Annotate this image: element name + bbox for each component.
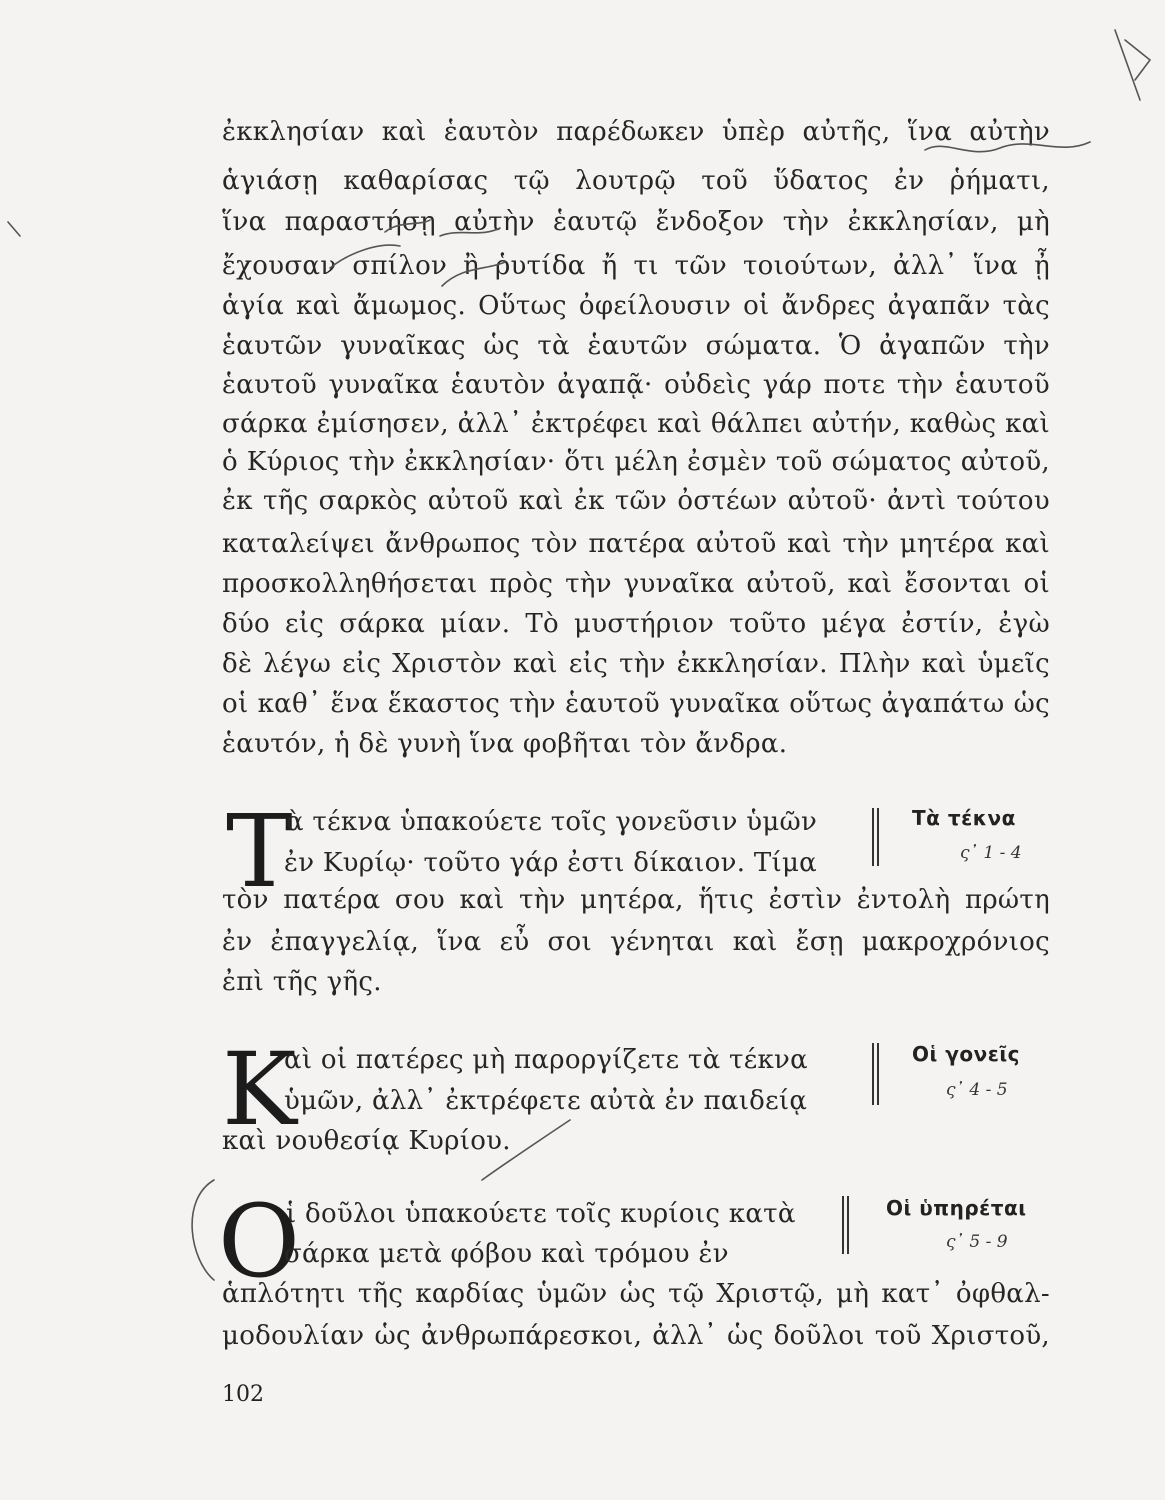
- verse-reference: ς᾽ 1 - 4: [960, 843, 1022, 863]
- text-line: ἐκ τῆς σαρκὸς αὐτοῦ καὶ ἐκ τῶν ὀστέων αὐτοῦ· ἀντὶ τούτου: [222, 486, 1050, 516]
- margin-heading: Οἱ ὑπηρέται: [886, 1196, 1027, 1220]
- drop-cap: Κ: [222, 1031, 297, 1148]
- text-line: ὰ τέκνα ὑπακούετε τοῖς γονεῦσιν ὑμῶν: [286, 807, 818, 837]
- pencil-bracket-mark: [192, 1180, 214, 1280]
- text-line: ἁπλότητι τῆς καρδίας ὑμῶν ὡς τῷ Χριστῷ, μὴ κατ᾽ ὀφθαλ-: [222, 1279, 1050, 1309]
- text-line: ἔχουσαν σπίλον ἢ ῥυτίδα ἤ τι τῶν τοιούτων, ἀλλ᾽ ἵνα ᾖ: [222, 251, 1050, 281]
- pencil-annotation-scribble: [925, 142, 1090, 152]
- pencil-annotation-scribble: [442, 262, 505, 286]
- text-line: ἐκκλησίαν καὶ ἑαυτὸν παρέδωκεν ὑπὲρ αὐτῆς, ἵνα αὐτὴν: [222, 117, 1050, 147]
- text-line: σάρκα μετὰ φόβου καὶ τρόμου ἐν: [284, 1239, 729, 1269]
- page-number: 102: [222, 1382, 264, 1407]
- text-line: τὸν πατέρα σου καὶ τὴν μητέρα, ἥτις ἐστὶν ἐντολὴ πρώτη: [222, 885, 1050, 915]
- text-line: ἑαυτοῦ γυναῖκα ἑαυτὸν ἀγαπᾷ· οὐδεὶς γάρ ποτε τὴν ἑαυτοῦ: [222, 370, 1050, 400]
- text-line: ἱ δοῦλοι ὑπακούετε τοῖς κυρίοις κατὰ: [286, 1199, 796, 1229]
- margin-heading: Τὰ τέκνα: [912, 806, 1016, 830]
- drop-cap: Τ: [226, 793, 293, 910]
- text-line: ἁγιάσῃ καθαρίσας τῷ λουτρῷ τοῦ ὕδατος ἐν ῥήματι,: [222, 166, 1050, 196]
- text-line: οἱ καθ᾽ ἕνα ἕκαστος τὴν ἑαυτοῦ γυναῖκα οὕτως ἀγαπάτω ὡς: [222, 689, 1050, 719]
- text-line: ἵνα παραστήσῃ αὐτὴν ἑαυτῷ ἔνδοξον τὴν ἐκκλησίαν, μὴ: [222, 207, 1050, 237]
- text-line: ὑμῶν, ἀλλ᾽ ἐκτρέφετε αὐτὰ ἐν παιδείᾳ: [284, 1086, 808, 1116]
- text-line: σάρκα ἐμίσησεν, ἀλλ᾽ ἐκτρέφει καὶ θάλπει αὐτήν, καθὼς καὶ: [222, 409, 1050, 439]
- text-line: ἑαυτόν, ἡ δὲ γυνὴ ἵνα φοβῆται τὸν ἄνδρα.: [222, 729, 788, 759]
- text-line: ἐπὶ τῆς γῆς.: [222, 967, 382, 997]
- text-line: δύο εἰς σάρκα μίαν. Τὸ μυστήριον τοῦτο μέγα ἐστίν, ἐγὼ: [222, 609, 1050, 639]
- text-line: δὲ λέγω εἰς Χριστὸν καὶ εἰς τὴν ἐκκλησίαν. Πλὴν καὶ ὑμεῖς: [222, 649, 1050, 679]
- text-line: καταλείψει ἄνθρωπος τὸν πατέρα αὐτοῦ καὶ τὴν μητέρα καὶ: [222, 529, 1050, 559]
- text-line: προσκολληθήσεται πρὸς τὴν γυναῖκα αὐτοῦ, καὶ ἔσονται οἱ: [222, 569, 1050, 599]
- pencil-slash-mark: [482, 1120, 570, 1180]
- text-line: μοδουλίαν ὡς ἀνθρωπάρεσκοι, ἀλλ᾽ ὡς δοῦλοι τοῦ Χριστοῦ,: [222, 1321, 1050, 1351]
- text-line: αὶ οἱ πατέρες μὴ παροργίζετε τὰ τέκνα: [284, 1045, 809, 1075]
- margin-tick-mark: [8, 222, 20, 236]
- pencil-underline-mark: [330, 245, 400, 268]
- text-line: ὁ Κύριος τὴν ἐκκλησίαν· ὅτι μέλη ἐσμὲν τοῦ σώματος αὐτοῦ,: [222, 447, 1050, 477]
- text-line: ἐν ἐπαγγελίᾳ, ἵνα εὖ σοι γένηται καὶ ἔσῃ μακροχρόνιος: [222, 927, 1050, 957]
- pencil-corner-sketch: [1115, 30, 1150, 100]
- drop-cap: Ο: [218, 1183, 300, 1300]
- pencil-annotation-scribble: [385, 220, 500, 236]
- text-line: ἁγία καὶ ἄμωμος. Οὕτως ὀφείλουσιν οἱ ἄνδρες ἀγαπᾶν τὰς: [222, 291, 1050, 321]
- margin-heading: Οἱ γονεῖς: [912, 1042, 1021, 1066]
- text-line: ἐν Κυρίῳ· τοῦτο γάρ ἐστι δίκαιον. Τίμα: [284, 848, 818, 878]
- verse-reference: ς᾽ 5 - 9: [946, 1232, 1008, 1252]
- text-line: ἑαυτῶν γυναῖκας ὡς τὰ ἑαυτῶν σώματα. Ὁ ἀγαπῶν τὴν: [222, 331, 1050, 361]
- verse-reference: ς᾽ 4 - 5: [946, 1080, 1008, 1100]
- text-line: καὶ νουθεσίᾳ Κυρίου.: [222, 1126, 511, 1156]
